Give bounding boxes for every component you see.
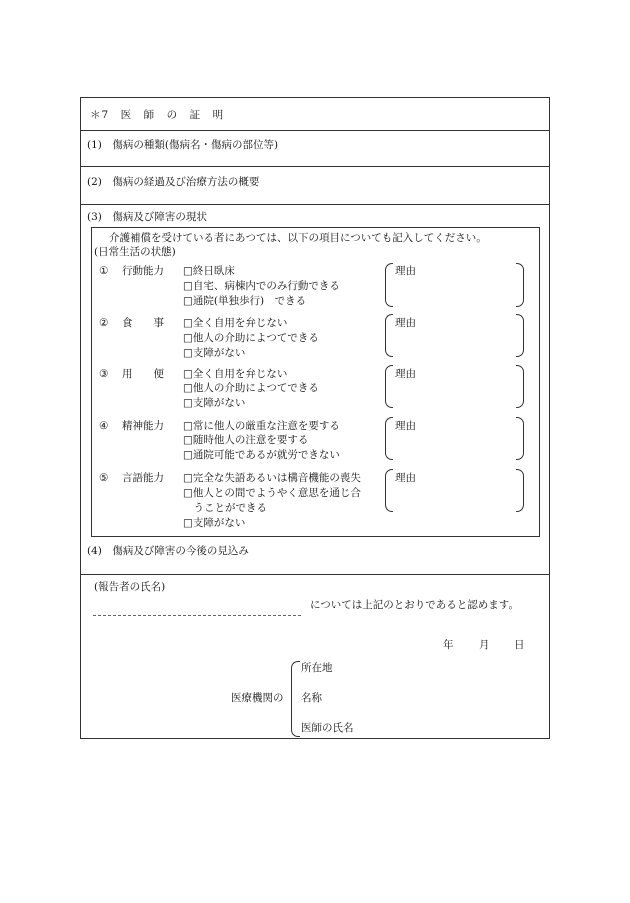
institution-label: 医療機関の [231, 692, 284, 704]
item-number: ① [99, 265, 109, 277]
checkbox-option[interactable]: □全く自用を弁じない [183, 368, 288, 380]
reporter-name-label: (報告者の氏名) [94, 581, 166, 593]
divider [81, 204, 549, 205]
checkbox-option[interactable]: □通院可能であるが就労できない [183, 449, 340, 461]
doctor-name-label: 医師の氏名 [301, 722, 354, 734]
reason-bracket-right [516, 314, 524, 357]
date-year: 年 [443, 639, 454, 651]
item-label: 言語能力 [122, 472, 164, 484]
daily-life-subheading: (日常生活の状態) [94, 246, 176, 258]
section-1-heading: (1) 傷病の種類(傷病名・傷病の部位等) [87, 139, 279, 151]
checkbox-option[interactable]: □他人の介助によつてできる [183, 332, 319, 344]
certification-statement: については上記のとおりであると認めます。 [310, 599, 519, 611]
item-label: 食 事 [122, 317, 164, 329]
checkbox-option[interactable]: □通院(単独歩行) できる [183, 295, 307, 307]
reason-bracket-right [516, 417, 524, 460]
checkbox-option[interactable]: □他人との間でようやく意思を通じ合 [183, 487, 361, 499]
institution-location-label: 所在地 [301, 662, 333, 674]
section-3-heading: (3) 傷病及び障害の現状 [87, 211, 207, 223]
item-label: 用 便 [122, 368, 164, 380]
reason-bracket-right [516, 263, 524, 307]
reason-bracket-right [516, 469, 524, 512]
reason-bracket-left [385, 469, 393, 512]
date-day: 日 [514, 639, 525, 651]
checkbox-option[interactable]: □他人の介助によつてできる [183, 382, 319, 394]
reason-label: 理由 [395, 420, 416, 432]
checkbox-option-continuation: うことができる [183, 502, 267, 514]
checkbox-option[interactable]: □支障がない [183, 517, 246, 529]
form-title: ＊7 医 師 の 証 明 [90, 109, 225, 121]
checkbox-option[interactable]: □終日臥床 [183, 265, 235, 277]
checkbox-option[interactable]: □支障がない [183, 397, 246, 409]
care-note: 介護補償を受けている者にあつては、以下の項目についても記入してください。 [109, 232, 487, 244]
reason-bracket-left [385, 365, 393, 408]
daily-life-status-box [91, 227, 540, 537]
section-4-heading: (4) 傷病及び障害の今後の見込み [87, 545, 249, 557]
reporter-name-field[interactable] [93, 615, 301, 616]
divider [81, 166, 549, 167]
institution-name-label: 名称 [301, 692, 322, 704]
institution-bracket [291, 661, 300, 737]
certificate-form [80, 97, 550, 739]
reason-label: 理由 [395, 368, 416, 380]
item-label: 精神能力 [122, 420, 164, 432]
item-number: ⑤ [99, 472, 109, 484]
divider [81, 574, 549, 575]
reason-label: 理由 [395, 472, 416, 484]
section-2-heading: (2) 傷病の経過及び治療方法の概要 [87, 176, 260, 188]
reason-bracket-left [385, 314, 393, 357]
date-month: 月 [479, 639, 490, 651]
reason-label: 理由 [395, 317, 416, 329]
checkbox-option[interactable]: □全く自用を弁じない [183, 317, 288, 329]
checkbox-option[interactable]: □支障がない [183, 347, 246, 359]
reason-label: 理由 [395, 265, 416, 277]
checkbox-option[interactable]: □随時他人の注意を要する [183, 434, 309, 446]
reason-bracket-left [385, 263, 393, 307]
reason-bracket-left [385, 417, 393, 460]
item-label: 行動能力 [122, 265, 164, 277]
item-number: ② [99, 317, 109, 329]
reason-bracket-right [516, 365, 524, 408]
checkbox-option[interactable]: □完全な失語あるいは構音機能の喪失 [183, 472, 361, 484]
divider [81, 130, 549, 131]
item-number: ④ [99, 420, 109, 432]
checkbox-option[interactable]: □常に他人の厳重な注意を要する [183, 420, 340, 432]
item-number: ③ [99, 368, 109, 380]
checkbox-option[interactable]: □自宅、病棟内でのみ行動できる [183, 280, 340, 292]
